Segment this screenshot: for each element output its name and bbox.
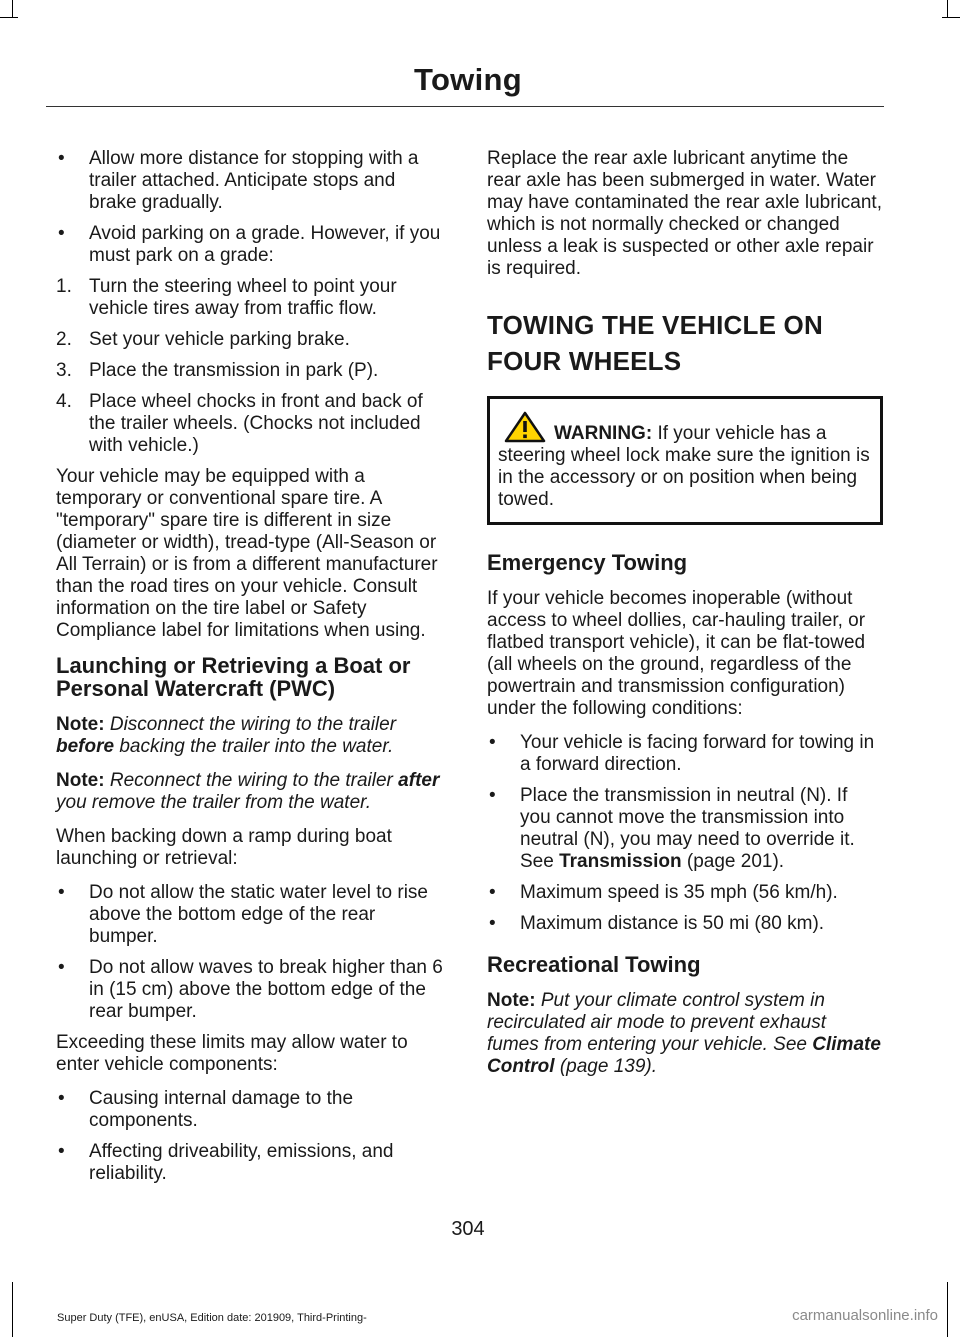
crop-mark xyxy=(942,17,960,18)
section-heading: TOWING THE VEHICLE ON FOUR WHEELS xyxy=(487,310,823,376)
right-column xyxy=(487,148,883,1090)
list-item: • Allow more distance for stopping with a trailer attached. Anticipate stops and brake gradually. xyxy=(58,148,419,213)
axle-paragraph: Replace the rear axle lubricant anytime the rear axle has been submerged in water. Water may have contaminated the rear axle lubricant, which is not normally checked or changed unless a leak is suspected or other axle repair is required. xyxy=(487,148,882,279)
warning-title: WARNING: xyxy=(554,423,653,444)
boat-heading: Launching or Retrieving a Boat or Personal Watercraft (PWC) xyxy=(56,653,411,701)
warning-box xyxy=(487,396,883,525)
list-item: • Place the transmission in neutral (N). If you cannot move the transmission into neutral (N), you may need to override it. See Transmission (page 201). xyxy=(489,785,855,872)
list-item: • Avoid parking on a grade. However, if you must park on a grade: xyxy=(58,223,441,266)
exceed-paragraph: Exceeding these limits may allow water to enter vehicle components: xyxy=(56,1032,408,1075)
list-item: • Maximum speed is 35 mph (56 km/h). xyxy=(489,882,838,903)
edition-footer: Super Duty (TFE), enUSA, Edition date: 201909, Third-Printing- xyxy=(57,1312,367,1324)
watermark: carmanualsonline.info xyxy=(792,1307,938,1324)
note-climate: Note: Put your climate control system in recirculated air mode to prevent exhaust fumes from entering your vehicle. See Climate Control (page 139). xyxy=(487,990,881,1077)
list-item: • Maximum distance is 50 mi (80 km). xyxy=(489,913,825,934)
page-title: Towing xyxy=(414,62,522,97)
warning-triangle-icon xyxy=(504,411,546,443)
crop-mark xyxy=(12,1282,13,1337)
page-number: 304 xyxy=(451,1218,485,1240)
emergency-heading: Emergency Towing xyxy=(487,550,688,575)
list-item: • Affecting driveability, emissions, and reliability. xyxy=(58,1141,394,1184)
crop-mark xyxy=(947,0,948,18)
crop-mark xyxy=(947,1282,948,1337)
header-divider xyxy=(46,106,884,107)
step-item: 4. Place wheel chocks in front and back of the trailer wheels. (Chocks not included with vehicle.) xyxy=(56,391,423,456)
left-column xyxy=(56,148,448,1194)
note-disconnect: Note: Disconnect the wiring to the trailer before backing the trailer into the water. xyxy=(56,714,397,757)
note-reconnect: Note: Reconnect the wiring to the trailer after you remove the trailer from the water. xyxy=(56,770,440,813)
crop-mark xyxy=(12,0,13,18)
step-item: 3. Place the transmission in park (P). xyxy=(56,360,379,381)
list-item: • Your vehicle is facing forward for towing in a forward direction. xyxy=(489,732,875,775)
step-item: 1. Turn the steering wheel to point your vehicle tires away from traffic flow. xyxy=(56,276,397,319)
list-item: • Do not allow the static water level to rise above the bottom edge of the rear bumper. xyxy=(58,882,428,947)
spare-tire-paragraph: Your vehicle may be equipped with a temporary or conventional spare tire. A "temporary" spare tire is different in size (diameter or width), tread-type (All-Season or All Terrain) or is from a different manufacturer than the road tires on your vehicle. Consult information on the tire label or Safety Compliance label for limitations when using. xyxy=(56,466,438,641)
warning-text: If your vehicle has a steering wheel lock make sure the ignition is in the accessory or on position when being towed. xyxy=(498,423,870,510)
emergency-paragraph: If your vehicle becomes inoperable (without access to wheel dollies, car-hauling trailer, or flatbed transport vehicle), it can be flat-towed (all wheels on the ground, regardless of the powertrain and transmission configuration) under the following conditions: xyxy=(487,588,866,719)
crop-mark xyxy=(0,17,18,18)
transmission-link[interactable]: Transmission xyxy=(559,851,682,872)
climate-control-link[interactable]: Climate Control xyxy=(487,1034,881,1077)
list-item: • Do not allow waves to break higher than 6 in (15 cm) above the bottom edge of the rear bumper. xyxy=(58,957,443,1022)
recreational-heading: Recreational Towing xyxy=(487,952,701,977)
step-item: 2. Set your vehicle parking brake. xyxy=(56,329,350,350)
list-item: • Causing internal damage to the components. xyxy=(58,1088,354,1131)
ramp-paragraph: When backing down a ramp during boat launching or retrieval: xyxy=(56,826,392,869)
